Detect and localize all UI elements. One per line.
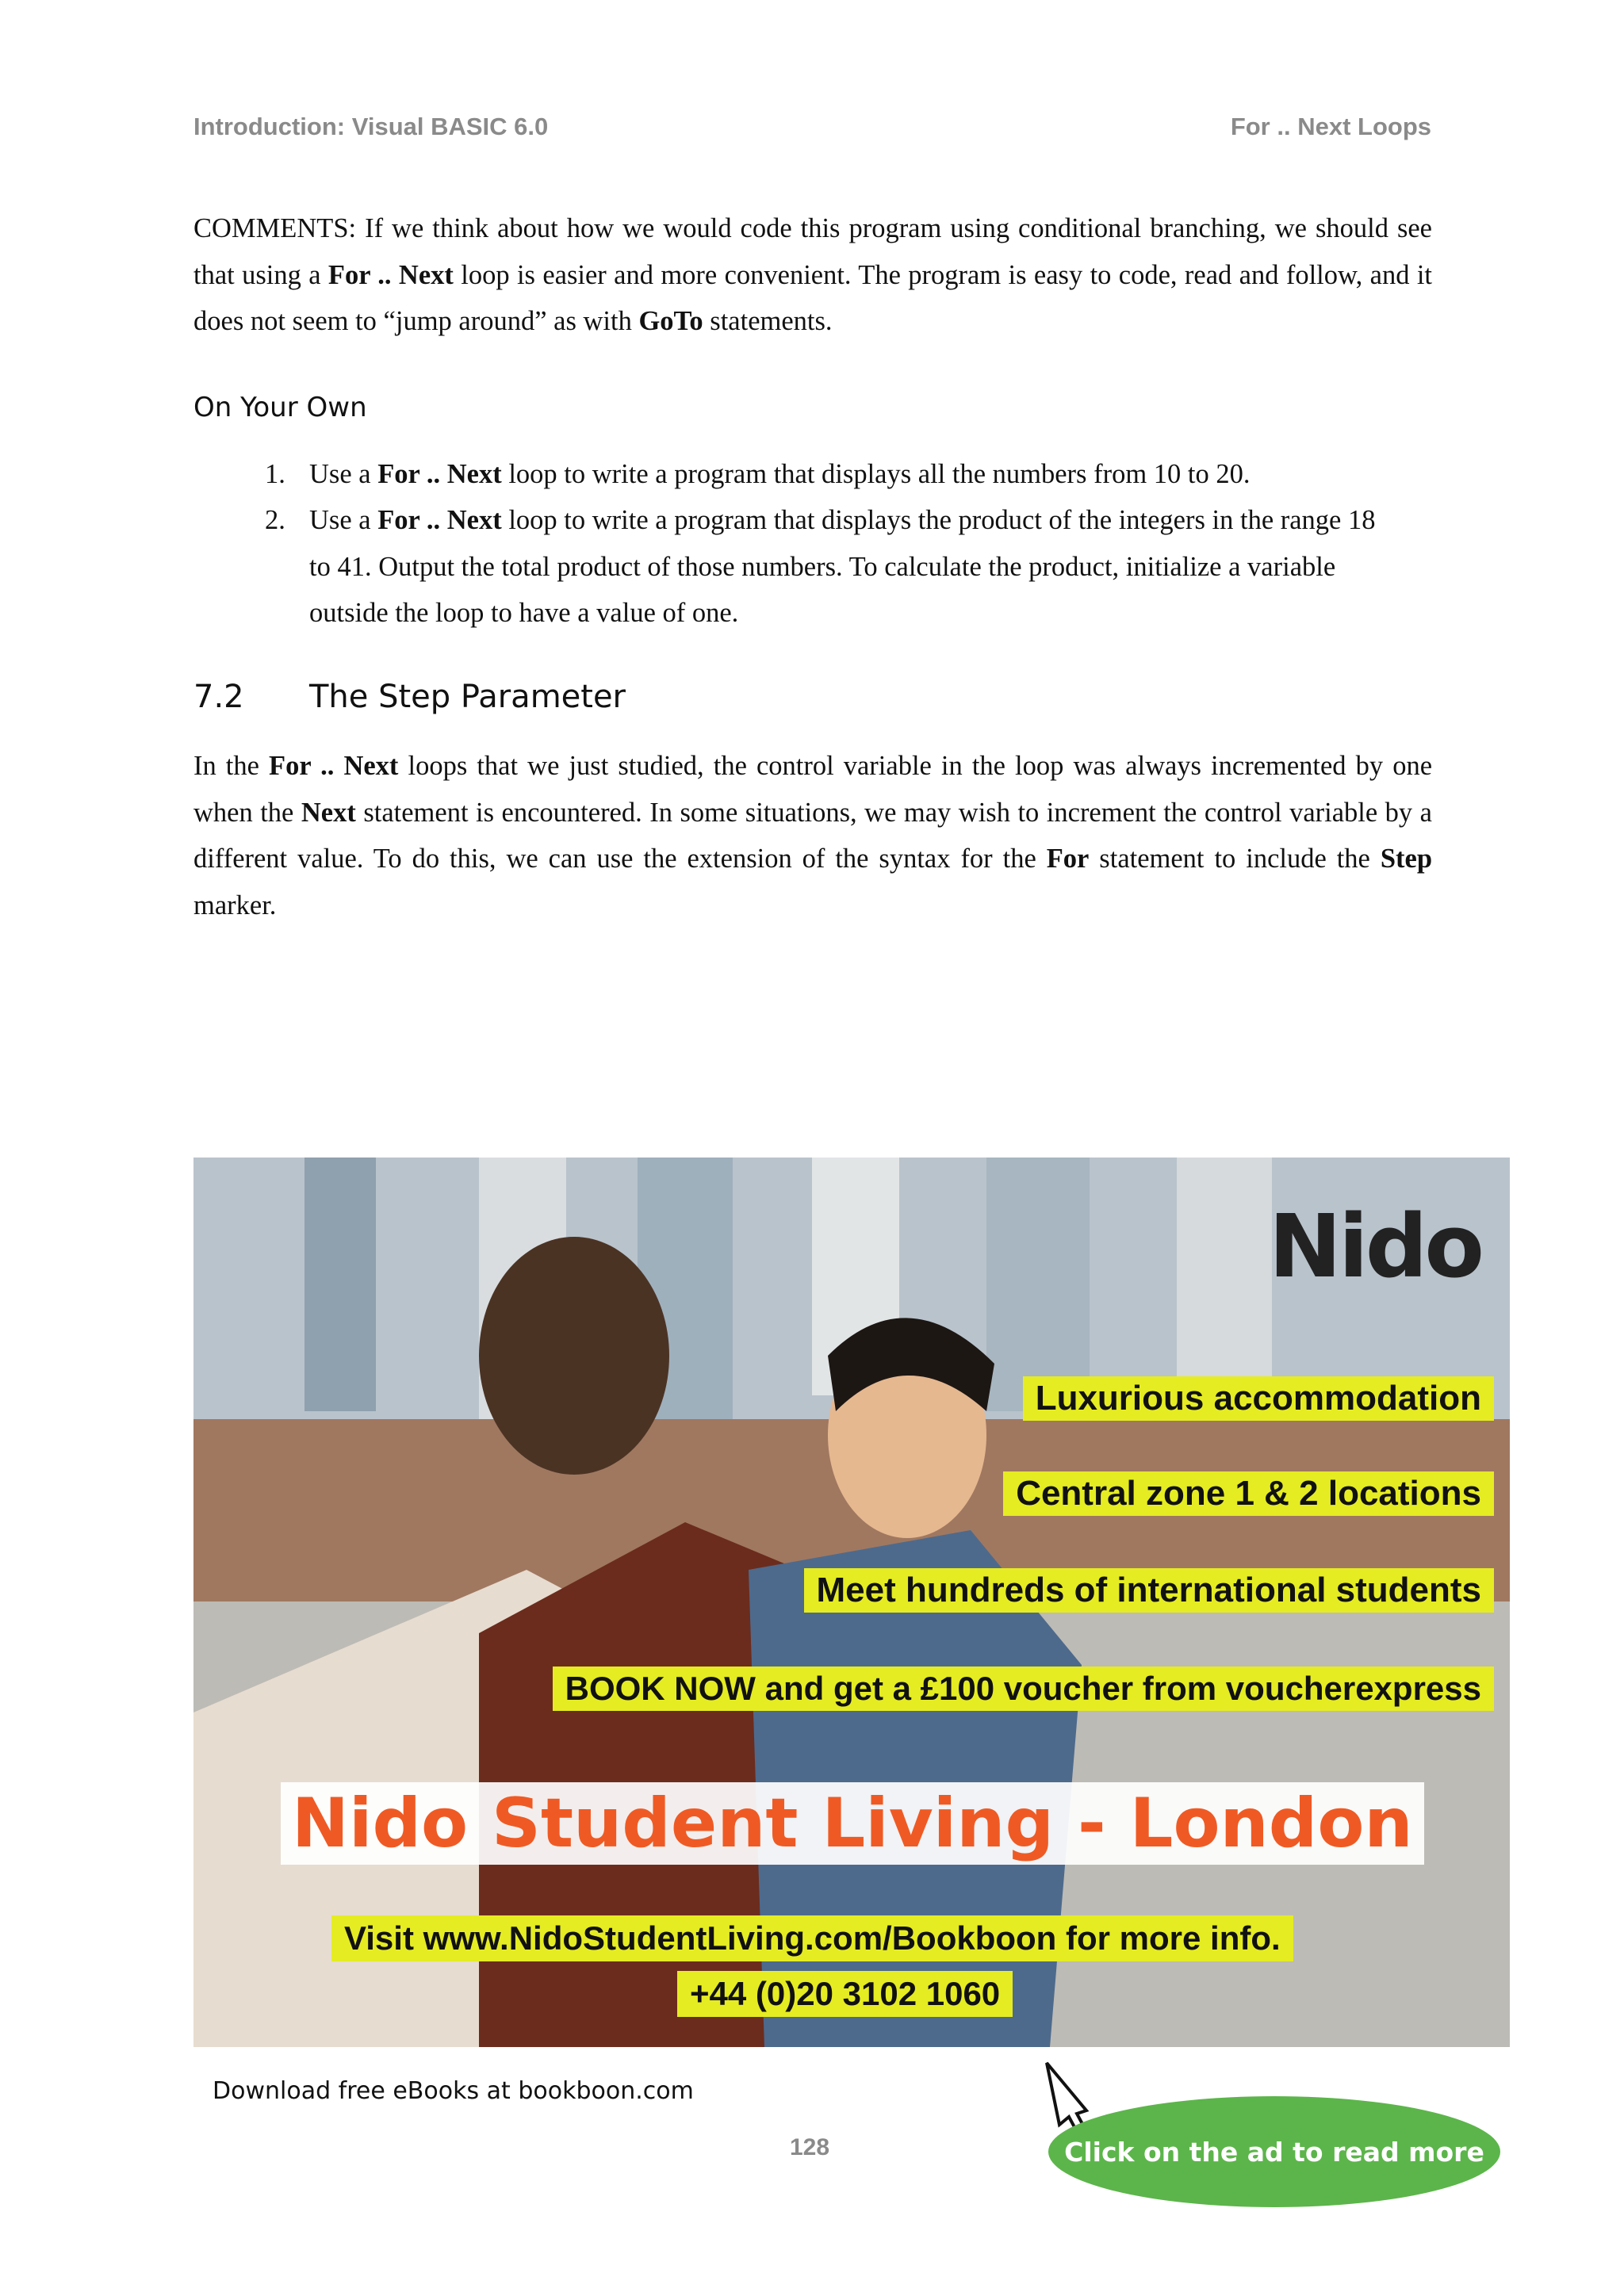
page-number: 128 (790, 2134, 830, 2160)
item-number: 1. (265, 459, 285, 489)
step-paragraph: In the For .. Next loops that we just studied, the control variable in the loop was always incremented by one when the Next statement is encountered. In some situations, we may wish to increment the control variable by a different value. To do this, we can use the extension of the syntax for the For statement to include the Step marker. (193, 751, 1433, 920)
running-header-title: Introduction: Visual BASIC 6.0 (193, 113, 549, 140)
nido-advertisement[interactable] (193, 1158, 1510, 2047)
section-title: The Step Parameter (309, 679, 626, 715)
ad-visit-url[interactable]: Visit www.NidoStudentLiving.com/Bookboon for more info. (331, 1915, 1293, 1961)
running-header-chapter: For .. Next Loops (1230, 113, 1431, 140)
ad-tag-locations: Central zone 1 & 2 locations (1003, 1471, 1494, 1516)
download-note[interactable]: Download free eBooks at bookboon.com (213, 2077, 694, 2105)
comments-paragraph (193, 205, 1432, 345)
text-run: COMMENTS: If we think about how we would code this program using conditional branching, we should see that using a (193, 213, 1432, 290)
text-run: loop is easier and more convenient. The program is easy to code, read and follow, and it does not seem to “jump around” as with (193, 259, 1433, 336)
ad-tag-book-now: BOOK NOW and get a £100 voucher from voucherexpress (553, 1667, 1494, 1711)
exercise-item (265, 497, 1391, 637)
exercise-item (265, 451, 1391, 498)
ad-headline: Nido Student Living - London (281, 1782, 1424, 1865)
text-run: statements. (703, 306, 833, 336)
on-your-own-heading: On Your Own (193, 392, 367, 423)
item-text: Use a For .. Next loop to write a program that displays the product of the integers in the range 18 to 41. Output the total product of those numbers. To calculate the product, initialize a variable outside the loop to have a value of one. (309, 505, 1376, 628)
ad-tag-international: Meet hundreds of international students (804, 1568, 1495, 1613)
item-number: 2. (265, 505, 285, 535)
section-number: 7.2 (193, 679, 244, 715)
ad-phone: +44 (0)20 3102 1060 (677, 1971, 1013, 2017)
ad-tag-accommodation: Luxurious accommodation (1023, 1376, 1494, 1421)
read-more-button[interactable]: Click on the ad to read more (1048, 2096, 1500, 2207)
bold-run: For .. Next (327, 259, 454, 290)
bold-run: GoTo (638, 306, 703, 336)
item-text: Use a For .. Next loop to write a program that displays all the numbers from 10 to 20. (309, 459, 1251, 489)
nido-logo: Nido (1268, 1196, 1481, 1297)
